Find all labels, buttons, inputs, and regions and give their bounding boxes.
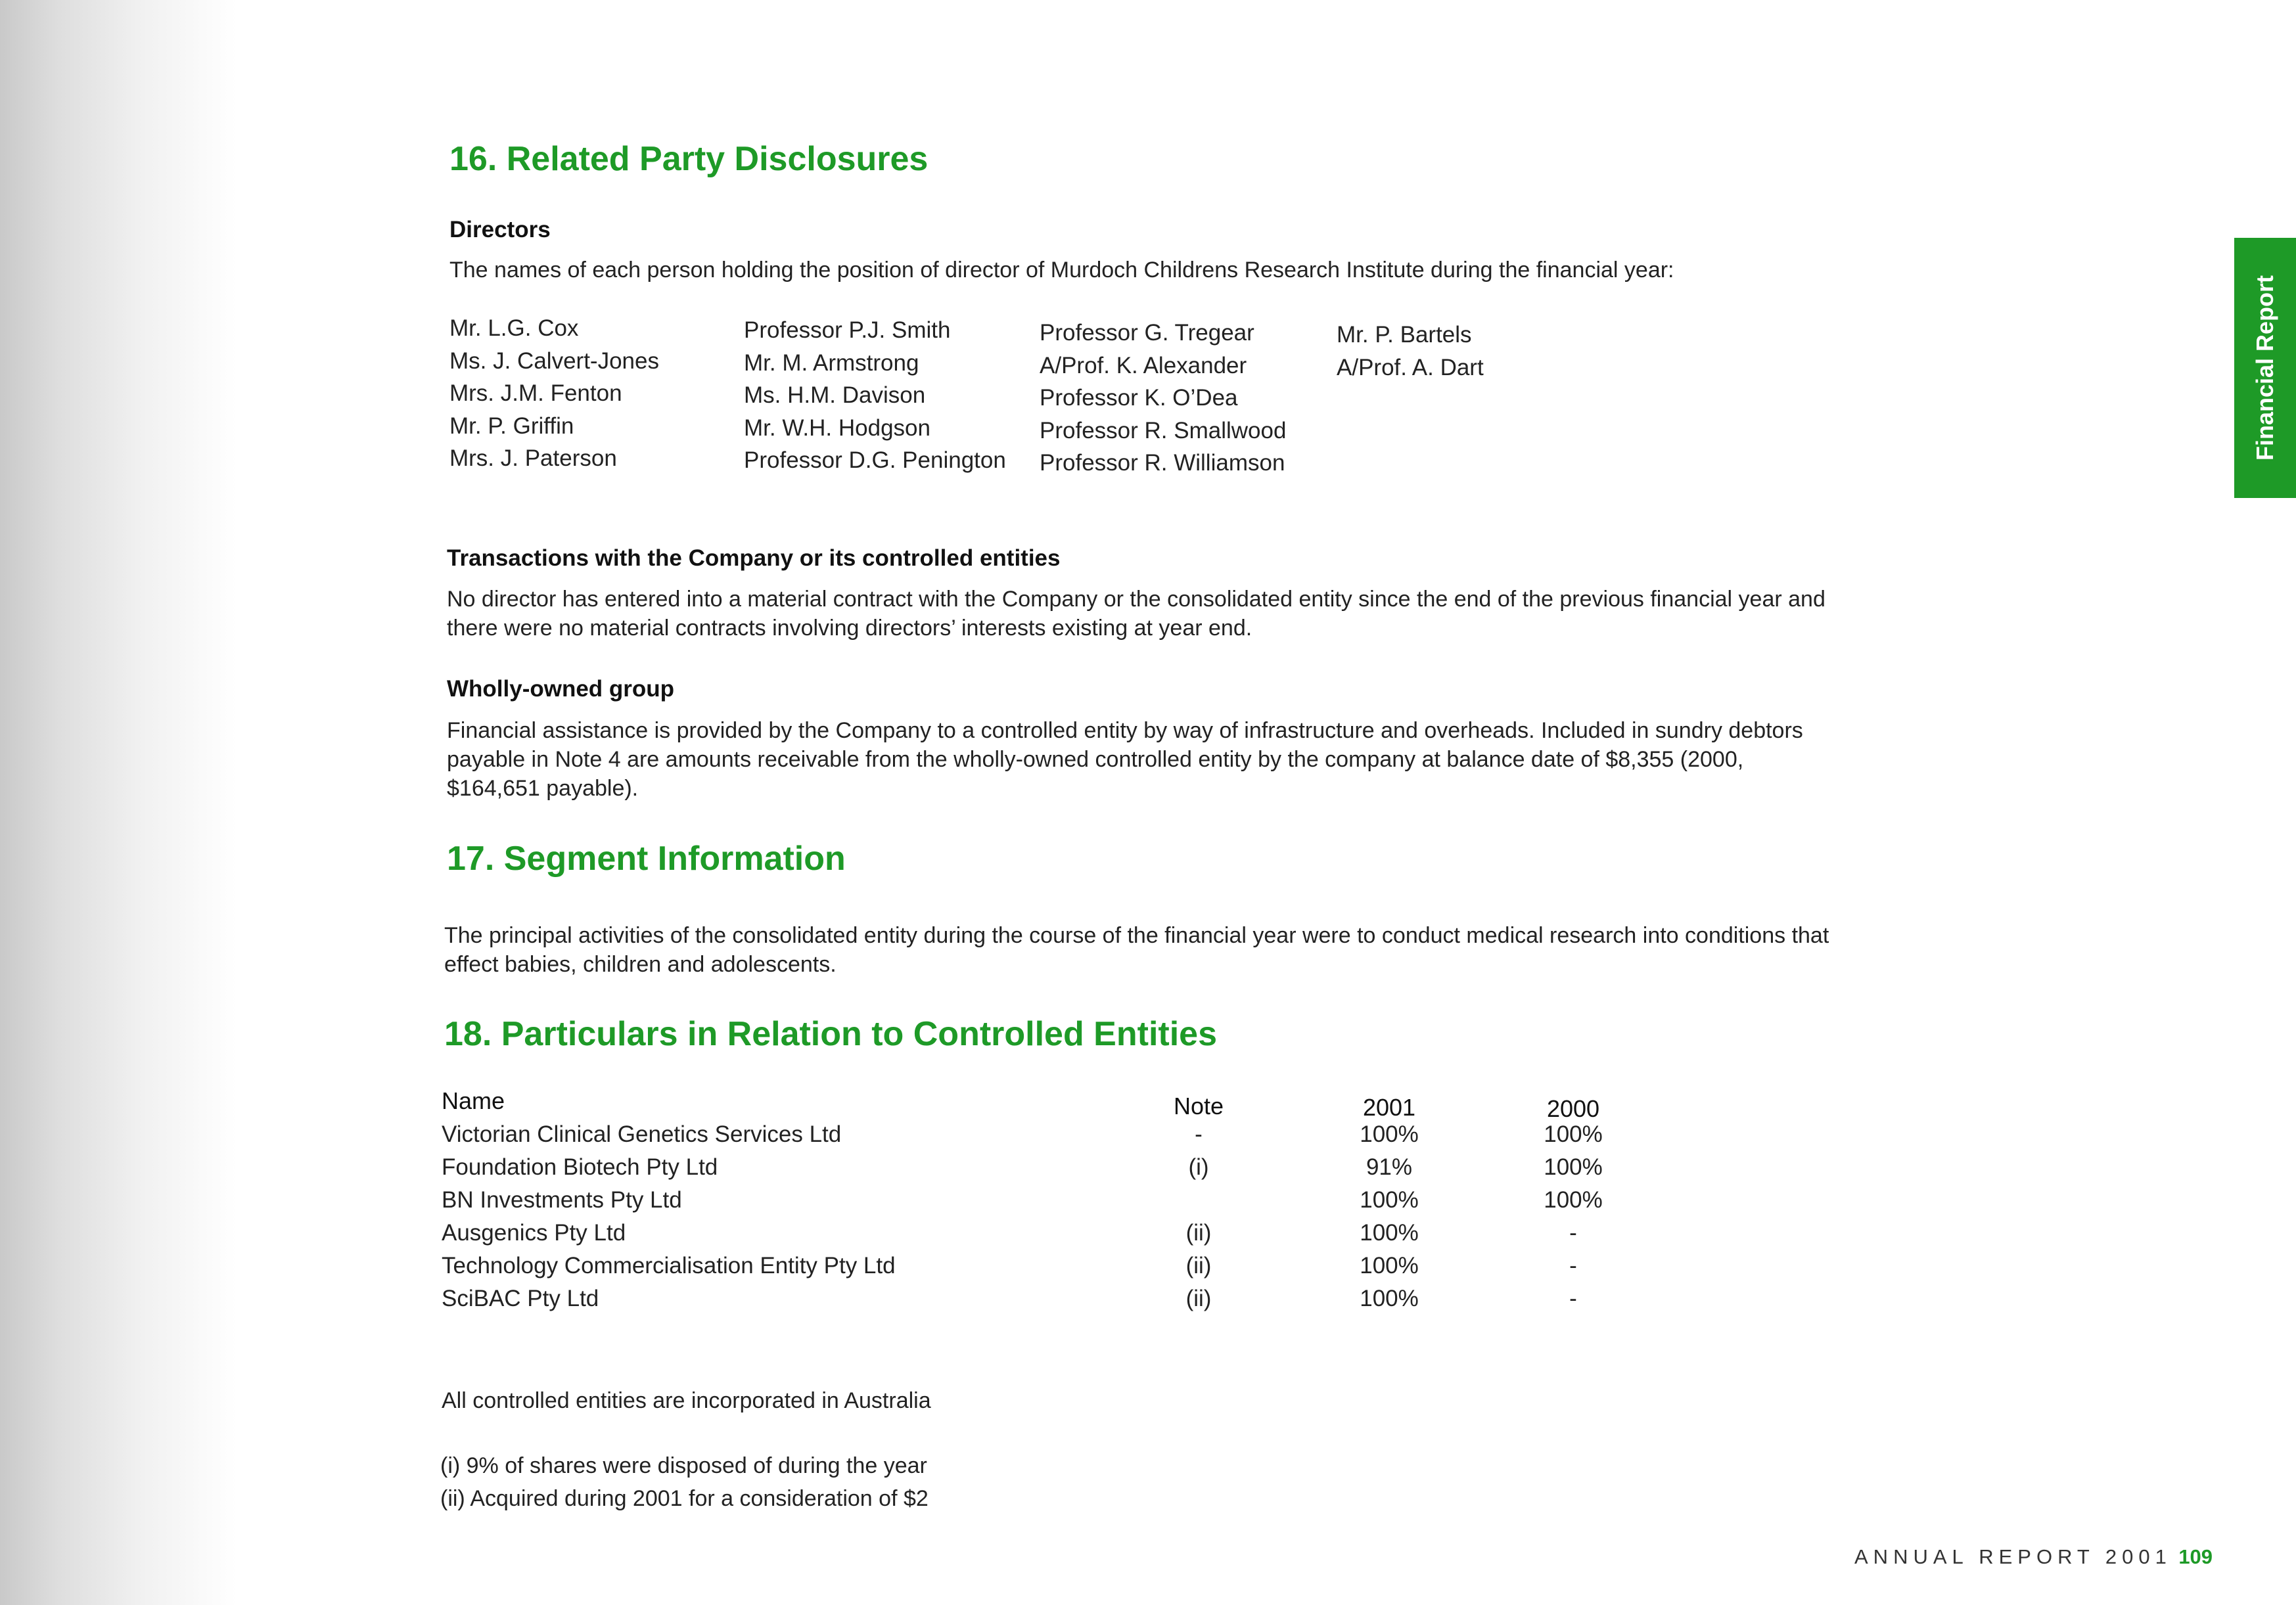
table-row <box>442 1220 1638 1253</box>
entity-2001: 100% <box>1360 1286 1419 1311</box>
entity-note: (ii) <box>1185 1253 1212 1278</box>
financial-report-tab-label: Financial Report <box>2251 275 2278 461</box>
director-name: Professor K. O’Dea <box>1040 385 1238 411</box>
entity-note: (i) <box>1188 1154 1209 1180</box>
directors-column-3 <box>1040 317 1286 480</box>
directors-heading: Directors <box>449 217 551 242</box>
director-name: Mrs. J.M. Fenton <box>449 380 622 406</box>
table-row <box>442 1187 1638 1220</box>
table-row <box>442 1286 1638 1319</box>
entity-note: - <box>1195 1121 1203 1147</box>
director-name: Ms. H.M. Davison <box>744 382 926 408</box>
director-name: Mr. L.G. Cox <box>449 315 579 341</box>
section-17-heading: 17. Segment Information <box>447 840 846 878</box>
entity-name: Ausgenics Pty Ltd <box>442 1220 626 1246</box>
entity-2000: - <box>1569 1286 1577 1311</box>
page-footer <box>1854 1545 2213 1569</box>
table-header-name: Name <box>442 1087 505 1114</box>
incorporation-note: All controlled entities are incorporated in Australia <box>442 1388 931 1413</box>
director-name: Professor D.G. Penington <box>744 447 1006 473</box>
director-name: Professor P.J. Smith <box>744 317 951 343</box>
directors-intro: The names of each person holding the position of director of Murdoch Childrens Research Institute during the financial year: <box>449 258 1674 283</box>
table-row <box>442 1121 1638 1154</box>
director-name: Mr. M. Armstrong <box>744 350 919 376</box>
entity-name: Technology Commercialisation Entity Pty Ltd <box>442 1253 896 1278</box>
directors-column-4 <box>1337 319 1484 384</box>
table-header-2000: 2000 <box>1546 1095 1600 1122</box>
director-name: Mr. P. Bartels <box>1337 322 1472 348</box>
financial-report-tab <box>2234 238 2296 498</box>
director-name: Professor R. Smallwood <box>1040 417 1287 443</box>
transactions-text: No director has entered into a material contract with the Company or the consolidated entity since the end of the previous financial year and there were no material contracts involving directors’ interests existing at year end. <box>447 587 1825 641</box>
entity-2000: - <box>1569 1220 1577 1246</box>
director-name: Professor R. Williamson <box>1040 450 1285 476</box>
entity-note: (ii) <box>1185 1220 1212 1246</box>
table-header-note: Note <box>1173 1093 1224 1119</box>
director-name: Mrs. J. Paterson <box>449 445 617 471</box>
entity-2000: 100% <box>1544 1154 1603 1180</box>
entity-name: Victorian Clinical Genetics Services Ltd <box>442 1121 842 1147</box>
director-name: Mr. P. Griffin <box>449 413 574 439</box>
entity-name: SciBAC Pty Ltd <box>442 1286 599 1311</box>
entity-2001: 100% <box>1360 1121 1419 1147</box>
wholly-owned-heading: Wholly-owned group <box>447 676 675 702</box>
transactions-heading: Transactions with the Company or its controlled entities <box>447 545 1061 571</box>
director-name: Professor G. Tregear <box>1040 320 1254 346</box>
section-18-heading: 18. Particulars in Relation to Controlled Entities <box>444 1015 1217 1053</box>
director-name: A/Prof. K. Alexander <box>1040 352 1247 378</box>
directors-column-2 <box>744 314 1006 477</box>
footer-title: ANNUAL REPORT 2001 <box>1854 1545 2172 1568</box>
entity-2000: 100% <box>1544 1121 1603 1147</box>
entity-name: Foundation Biotech Pty Ltd <box>442 1154 718 1180</box>
table-header-2001: 2001 <box>1362 1094 1416 1121</box>
entity-2001: 100% <box>1360 1187 1419 1213</box>
segment-text: The principal activities of the consolidated entity during the course of the financial year were to conduct medical research into conditions that effect babies, children and adolescents. <box>444 923 1829 977</box>
entity-2000: - <box>1569 1253 1577 1278</box>
entity-name: BN Investments Pty Ltd <box>442 1187 682 1213</box>
director-name: Mr. W.H. Hodgson <box>744 415 930 441</box>
page-number: 109 <box>2178 1545 2213 1568</box>
table-row <box>442 1253 1638 1286</box>
entity-2000: 100% <box>1544 1187 1603 1213</box>
wholly-owned-text: Financial assistance is provided by the Company to a controlled entity by way of infrastructure and overheads. Included in sundry debtors payable in Note 4 are amounts receivable from the wholly-owned controlled entity by the company at balance date of $8,355 (2000, $164,651 payable). <box>447 718 1803 801</box>
table-row <box>442 1154 1638 1187</box>
entity-2001: 100% <box>1360 1253 1419 1278</box>
director-name: Ms. J. Calvert-Jones <box>449 348 659 374</box>
section-16-heading: 16. Related Party Disclosures <box>449 140 929 178</box>
entity-note: (ii) <box>1185 1286 1212 1311</box>
footnote-i: (i) 9% of shares were disposed of during the year <box>440 1453 927 1478</box>
footnote-ii: (ii) Acquired during 2001 for a consideration of $2 <box>440 1486 929 1511</box>
entity-2001: 100% <box>1360 1220 1419 1246</box>
director-name: A/Prof. A. Dart <box>1337 354 1484 380</box>
entity-2001: 91% <box>1366 1154 1413 1180</box>
directors-column-1 <box>449 312 659 475</box>
